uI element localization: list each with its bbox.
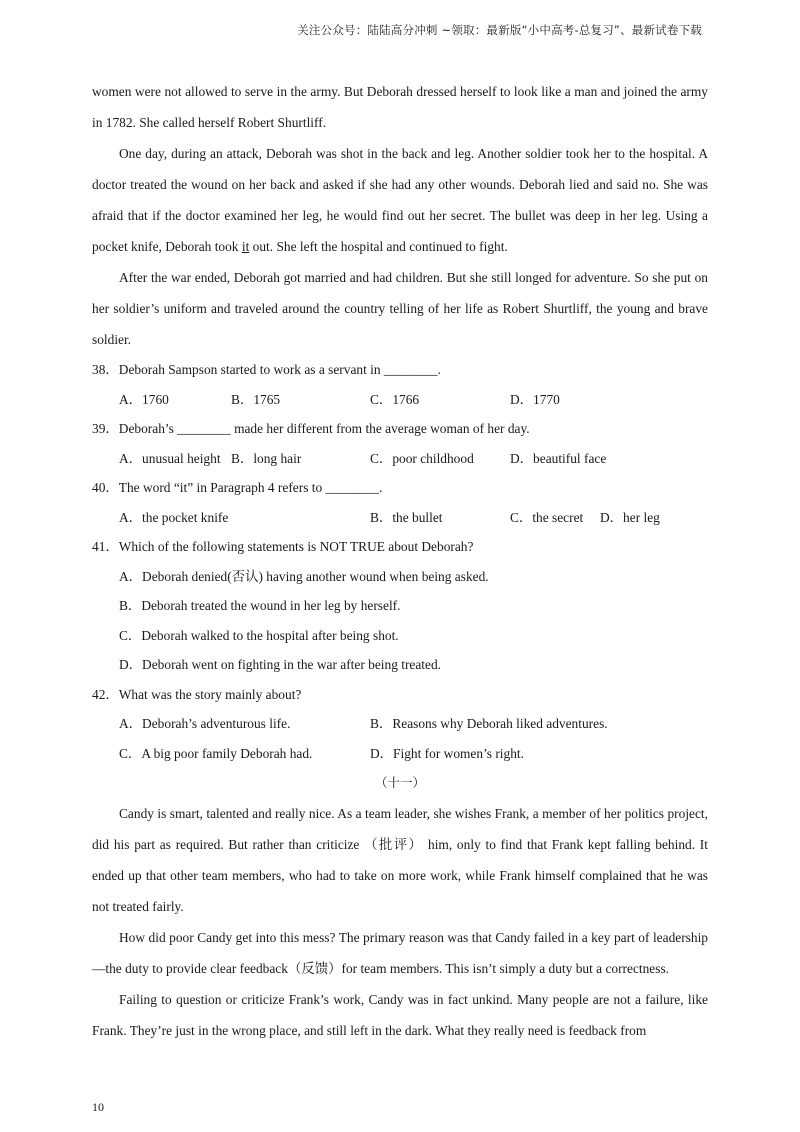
question-40-option-c: C．the secret bbox=[510, 509, 584, 525]
question-40-options bbox=[92, 503, 708, 533]
question-38-option-a: A．1760 bbox=[119, 391, 169, 407]
question-41-stem: 41．Which of the following statements is NOT TRUE about Deborah? bbox=[92, 539, 474, 554]
passage1-paragraph-3: After the war ended, Deborah got married and had children. But she still longed for adventure. So she put on her soldier’s uniform and traveled around the country telling of her life as Robert Shurtliff, the young and brave soldier. bbox=[92, 270, 708, 347]
question-42-option-c: C．A big poor family Deborah had. bbox=[119, 745, 313, 761]
question-42-option-a: A．Deborah’s adventurous life. bbox=[119, 716, 291, 731]
passage1-paragraph-1: women were not allowed to serve in the army. But Deborah dressed herself to look like a man and joined the army in 1782. She called herself Robert Shurtliff. bbox=[92, 84, 708, 130]
question-40-option-b: B．the bullet bbox=[370, 509, 443, 525]
question-38-option-d: D．1770 bbox=[510, 391, 560, 407]
question-41-option-b: B．Deborah treated the wound in her leg by herself. bbox=[119, 598, 401, 613]
question-41-option-a: A．Deborah denied(否认) having another wound when being asked. bbox=[119, 568, 489, 584]
question-42-options-row-1 bbox=[92, 709, 708, 739]
question-39-option-d: D．beautiful face bbox=[510, 450, 607, 466]
passage1-paragraph-2 bbox=[92, 138, 708, 262]
question-42-option-d: D．Fight for women’s right. bbox=[370, 745, 524, 761]
passage2-paragraph-2: How did poor Candy get into this mess? The primary reason was that Candy failed in a key part of leadership—the duty to provide clear feedback（反馈）for team members. This isn’t simply a duty but a correctness. bbox=[92, 930, 708, 976]
question-39-stem: 39．Deborah’s ________ made her different from the average woman of her day. bbox=[92, 421, 530, 436]
question-38-stem: 38．Deborah Sampson started to work as a servant in ________. bbox=[92, 362, 441, 377]
document-body bbox=[92, 76, 708, 1046]
question-38-options bbox=[92, 385, 708, 415]
question-40-option-a: A．the pocket knife bbox=[119, 509, 229, 525]
passage2-paragraph-1: Candy is smart, talented and really nice. As a team leader, she wishes Frank, a member of her politics project, did his part as required. But rather than criticize （批评） him, only to find that Frank kept falling behind. It ended up that other team members, who had to take on more work, while Frank himself complained that he was not treated fairly. bbox=[92, 806, 708, 914]
question-39-option-a: A．unusual height bbox=[119, 450, 221, 466]
section-title: （十一） bbox=[374, 776, 425, 790]
question-39-option-c: C．poor childhood bbox=[370, 450, 474, 466]
page-header: 关注公众号：陆陆高分冲刺 ~领取：最新版“小中高考-总复习”、最新试卷下载 bbox=[297, 23, 702, 37]
question-38-option-c: C．1766 bbox=[370, 391, 420, 407]
question-42-options-row-2 bbox=[92, 739, 708, 769]
question-41-option-d: D．Deborah went on fighting in the war after being treated. bbox=[119, 657, 442, 672]
question-39-option-b: B．long hair bbox=[231, 450, 302, 466]
question-40-option-d: D．her leg bbox=[600, 509, 660, 525]
passage1-paragraph-2-text-b: out. She left the hospital and continued to fight. bbox=[249, 239, 508, 254]
page-number: 10 bbox=[92, 1100, 104, 1114]
passage2-paragraph-3: Failing to question or criticize Frank’s work, Candy was in fact unkind. Many people are not a failure, like Frank. They’re just in the wrong place, and still left in the dark. What they really need is feedback from bbox=[92, 992, 708, 1038]
question-39-options bbox=[92, 444, 708, 474]
underlined-word-it: it bbox=[241, 239, 250, 254]
question-40-stem: 40．The word “it” in Paragraph 4 refers to ________. bbox=[92, 480, 383, 495]
question-42-stem: 42．What was the story mainly about? bbox=[92, 686, 302, 702]
question-42-option-b: B．Reasons why Deborah liked adventures. bbox=[370, 716, 608, 731]
passage1-paragraph-2-text-a: One day, during an attack, Deborah was shot in the back and leg. Another soldier took her to the hospital. A doctor treated the wound on her back and asked if she had any other wounds. Deborah lied and said no. She was afraid that if the doctor examined her leg, he would find out her secret. The bullet was deep in her leg. Using a pocket knife, Deborah took bbox=[92, 146, 708, 254]
question-38-option-b: B．1765 bbox=[231, 391, 281, 407]
question-41-option-c: C．Deborah walked to the hospital after being shot. bbox=[119, 627, 399, 643]
